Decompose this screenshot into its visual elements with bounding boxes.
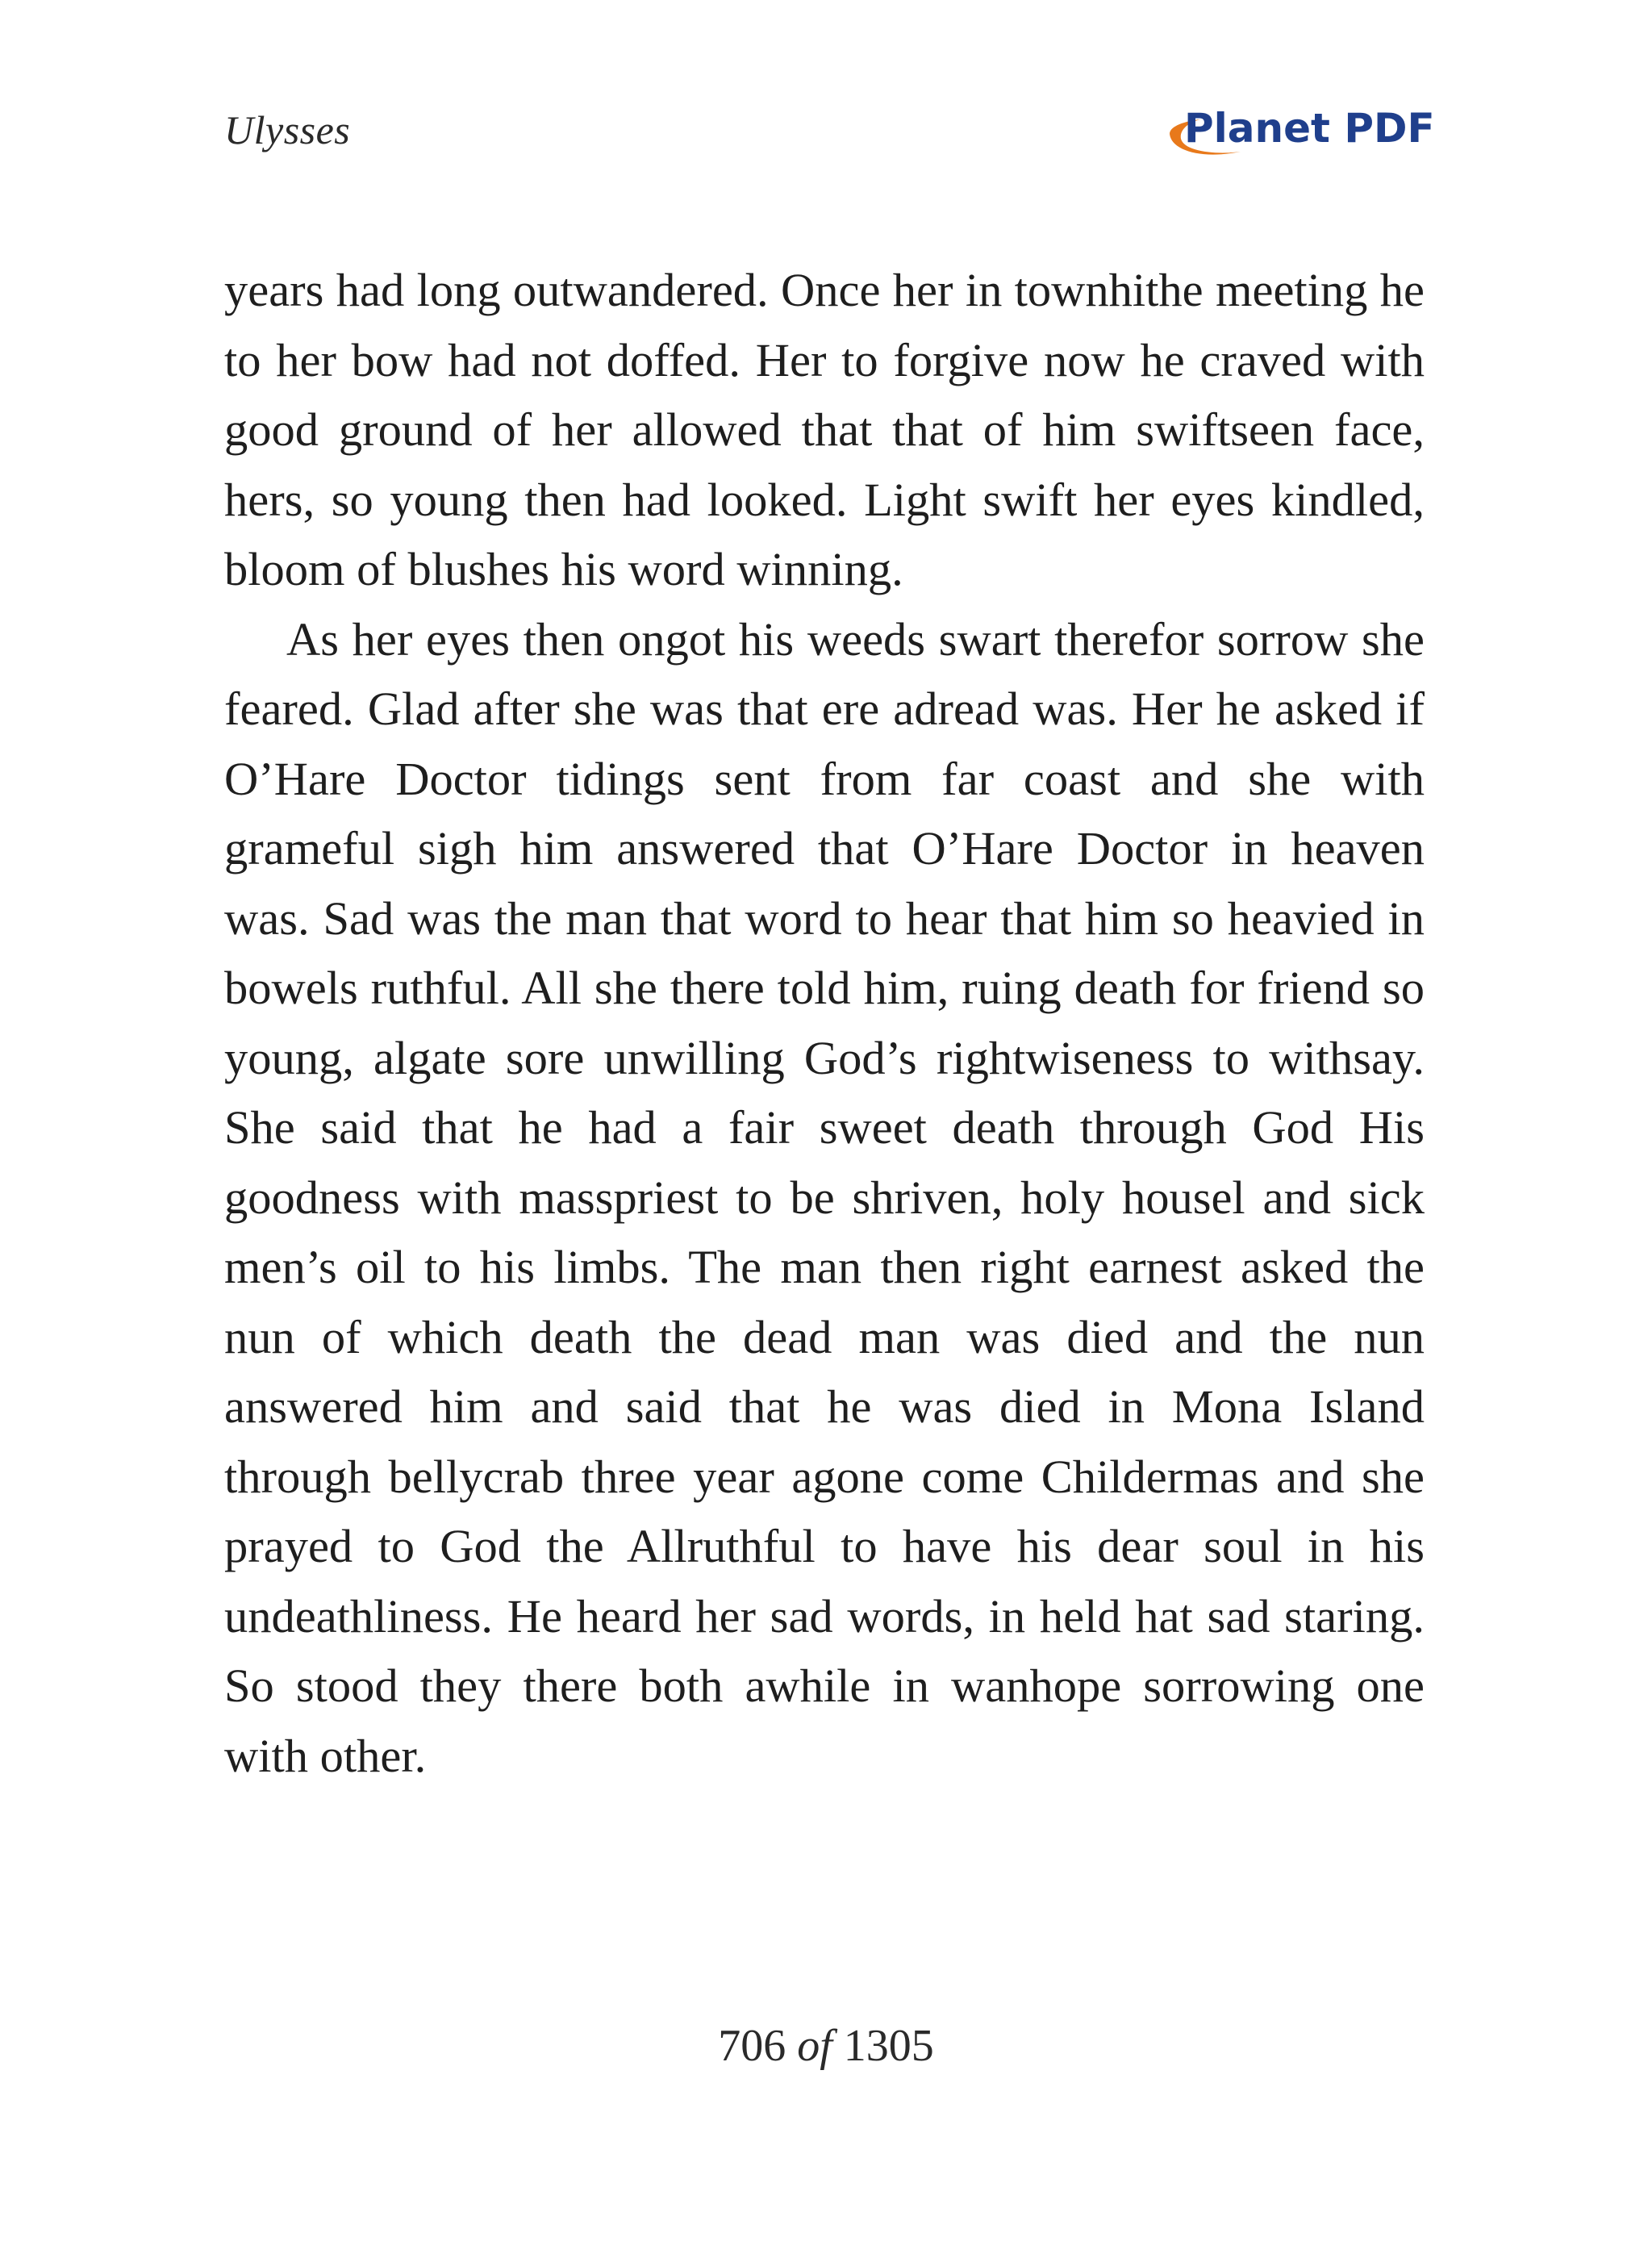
page-number: [0, 2020, 1652, 2072]
paragraph-1: years had long outwandered. Once her in townhithe meeting he to her bow had not doffed. Her to forgive now he craved with good ground of her allowed that that of him swiftseen face, hers, so young then had looked. Light swift her eyes kindled, bloom of blushes his word winning.: [224, 264, 1425, 595]
planet-pdf-logo[interactable]: [1168, 102, 1435, 166]
logo-text: Planet PDF: [1184, 105, 1435, 152]
total-pages: 1305: [843, 2021, 934, 2071]
paragraph-2: As her eyes then ongot his weeds swart therefor sorrow she feared. Glad after she was that ere adread was. Her he asked if O’Hare Doctor tidings sent from far coast and she with grameful sigh him answered that O’Hare Doctor in heaven was. Sad was the man that word to hear that him so heavied in bowels ruthful. All she there told him, ruing death for friend so young, algate sore unwilling God’s rightwiseness to withsay. She said that he had a fair sweet death through God His goodness with masspriest to be shriven, holy housel and sick men’s oil to his limbs. The man then right earnest asked the nun of which death the dead man was died and the nun answered him and said that he was died in Mona Island through bellycrab three year agone come Childermas and she prayed to God the Allruthful to have his dear soul in his undeathliness. He heard her sad words, in held hat sad staring. So stood they there both awhile in wanhope sorrowing one with other.: [224, 612, 1425, 1782]
page-of-label: of: [797, 2021, 832, 2071]
current-page: 706: [718, 2021, 786, 2071]
running-head-title: Ulysses: [224, 107, 351, 152]
page-body: [224, 256, 1425, 1791]
